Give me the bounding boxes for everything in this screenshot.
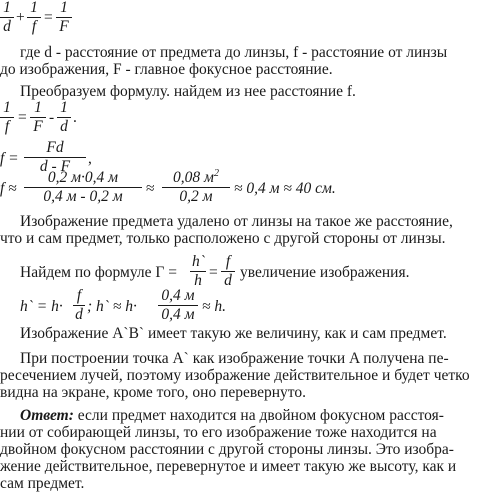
paragraph-text: Найдем по формуле Г =	[20, 264, 177, 281]
paragraph-line: сам предмет.	[0, 475, 85, 492]
paragraph-line: жение действительное, перевернутое и имеет такую же высоту, как и	[0, 458, 457, 475]
fraction-numeric: 0,08 $м^2$ 0,2 м	[162, 170, 230, 205]
paragraph-line: Изображение предмета удалено от линзы на такое же расстояние,	[20, 213, 453, 230]
fraction-1-over-F: 1 F	[56, 0, 72, 35]
paragraph-line: где d - расстояние от предмета до линзы, f - расстояние от линзы	[20, 44, 448, 61]
fraction-1-over-d: 1 d	[57, 100, 71, 135]
fraction-fd-over-d-minus-f: Fd d - F	[24, 140, 86, 175]
paragraph-line: видна на экране, кроме того, оно перевернуто.	[0, 384, 306, 401]
paragraph-text: увеличение изображения.	[240, 264, 410, 281]
formula-lhs: f ≈	[0, 180, 17, 197]
formula-lhs: h` = h·	[20, 298, 63, 315]
formula-lhs: f =	[0, 150, 19, 167]
answer-label: Ответ:	[20, 407, 74, 424]
paragraph-line: до изображения, F - главное фокусное расстояние.	[0, 61, 333, 78]
paragraph-line: двойном фокусном расстоянии с другой стороны линзы. Это изобра-	[0, 441, 454, 458]
fraction-1-over-f: 1 f	[27, 0, 41, 35]
equals-sign: =	[44, 9, 53, 26]
denominator: d	[3, 18, 11, 35]
formula-result: ≈ 0,4 м ≈ 40 см.	[234, 180, 336, 197]
minus-sign: -	[49, 109, 55, 126]
approx-sign: ≈	[146, 180, 155, 197]
fraction-f-over-d: f d	[221, 254, 235, 289]
fraction-numeric: 0,4 м 0,4 м	[158, 288, 198, 323]
paragraph-line: ресечением лучей, поэтому изображение действительное и будет четко	[0, 367, 470, 384]
answer-line: Ответ: если предмет находится на двойном фокусном расстоя-	[20, 407, 444, 424]
fraction-1-over-d	[0, 0, 14, 35]
fraction-h-prime-over-h: h` h	[192, 253, 205, 289]
paragraph-line: При построении точка A` как изображение точки A получена пе-	[20, 350, 449, 367]
fraction-numeric: 0,2 м·0,4 м 0,4 м - 0,2 м	[24, 170, 142, 205]
equals-sign: =	[18, 109, 27, 126]
numerator: 1	[3, 0, 11, 16]
plus-sign: +	[16, 9, 25, 26]
paragraph-line: Преобразуем формулу. найдем из нее расстояние f.	[20, 83, 356, 100]
fraction-f-over-d: f d	[73, 288, 85, 323]
paragraph-line: Изображение A`B` имеет такую же величину, как и сам предмет.	[20, 325, 447, 342]
fraction-1-over-F: 1 F	[30, 100, 46, 135]
fraction-1-over-f: 1 f	[0, 100, 14, 135]
paragraph-line: нии от собирающей линзы, то его изображение тоже находится на	[0, 424, 437, 441]
paragraph-line: что и сам предмет, только расположено с другой стороны от линзы.	[0, 230, 446, 247]
